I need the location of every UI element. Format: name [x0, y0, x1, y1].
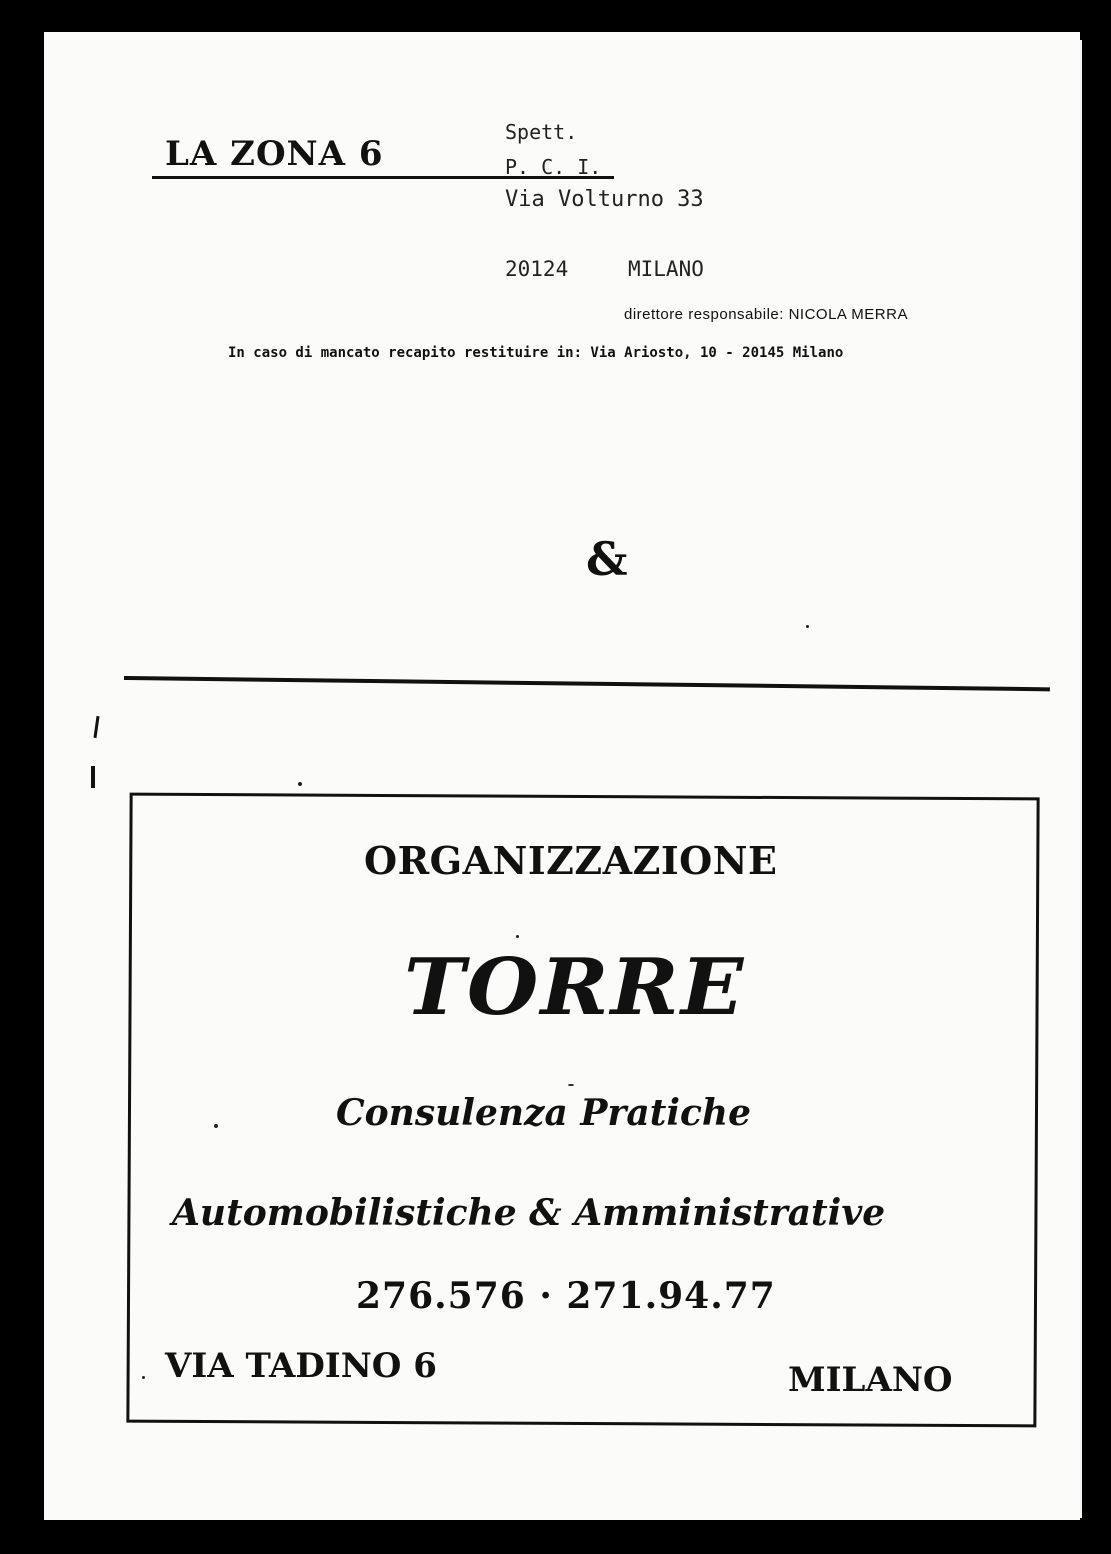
recipient-salutation: Spett.: [505, 120, 578, 144]
recipient-postal-code: 20124: [505, 257, 569, 281]
ad-service-line-2: Automobilistiche & Amministrative: [172, 1192, 886, 1234]
speck: [298, 782, 302, 786]
ampersand-symbol: &: [586, 532, 628, 586]
ad-service-line-1: Consulenza Pratiche: [336, 1092, 752, 1134]
recipient-street: Via Volturno 33: [505, 187, 704, 212]
ad-phone-numbers: 276.576 · 271.94.77: [356, 1275, 776, 1317]
director-line: direttore responsabile: NICOLA MERRA: [624, 306, 908, 323]
ad-organization: ORGANIZZAZIONE: [364, 838, 778, 883]
ad-city: MILANO: [788, 1360, 953, 1400]
margin-mark: [91, 766, 95, 788]
ad-street-address: VIA TADINO 6: [165, 1346, 437, 1386]
recipient-name: P. C. I.: [505, 155, 602, 179]
speck: [806, 625, 809, 628]
speck: [214, 1124, 218, 1128]
speck: [516, 935, 519, 938]
ad-company-name: TORRE: [404, 942, 746, 1033]
recipient-city: MILANO: [628, 257, 704, 281]
speck: [142, 1376, 145, 1379]
return-notice: In caso di mancato recapito restituire in: Via Ariosto, 10 - 20145 Milano: [228, 345, 844, 361]
speck: [568, 1084, 574, 1086]
masthead-title: LA ZONA 6: [165, 134, 384, 174]
